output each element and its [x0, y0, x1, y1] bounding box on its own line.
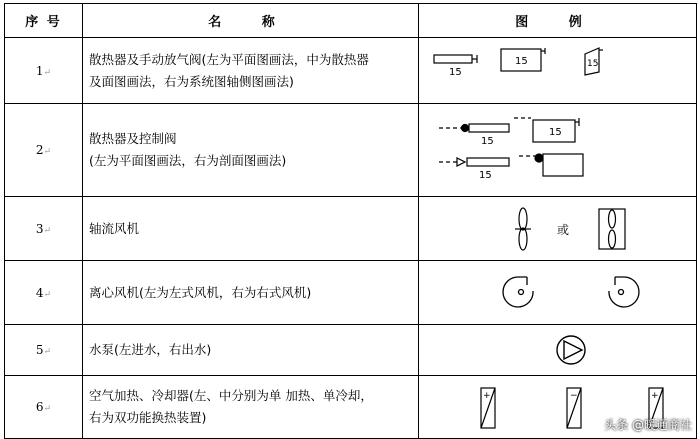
row-figure: [419, 197, 697, 261]
radiator-section-symbol: [543, 154, 583, 176]
row-figure: [419, 38, 697, 104]
table-row: [5, 104, 697, 197]
svg-text:−: −: [570, 391, 578, 401]
legend-table: [4, 3, 697, 439]
row-name: 散热器及控制阀 (左为平面图画法，右为剖面图画法): [83, 104, 419, 197]
row-figure: [419, 104, 697, 197]
row-number: 3↵: [5, 197, 83, 261]
row-figure: [419, 261, 697, 325]
row-name: 离心风机(左为左式风机，右为右式风机): [83, 261, 419, 325]
centrifugal-fan-symbols: [419, 261, 697, 324]
header-figure: 图 例: [419, 4, 697, 38]
row-number: 1↵: [5, 38, 83, 104]
row-name: 轴流风机: [83, 197, 419, 261]
svg-text:15: 15: [587, 59, 599, 69]
axial-fan-duct-icon: [599, 209, 625, 249]
radiator-plan-symbol: [469, 124, 509, 132]
row-number: 4↵: [5, 261, 83, 325]
svg-text:15: 15: [449, 67, 462, 78]
pump-symbols: [419, 325, 697, 375]
watermark: 头条 @暖通商社: [604, 418, 692, 432]
fan-blade-icon: [519, 228, 527, 250]
row-name: 空气加热、冷却器(左、中分别为单 加热、单冷却， 右为双功能换热装置): [83, 376, 419, 439]
table-row: [5, 261, 697, 325]
row-name: 散热器及手动放气阀(左为平面图画法，中为散热器 及面图画法，右为系统图轴侧图画法): [83, 38, 419, 104]
svg-text:15: 15: [481, 136, 494, 147]
svg-text:15: 15: [479, 170, 492, 181]
svg-text:15: 15: [549, 127, 562, 138]
row-figure: [419, 325, 697, 376]
table-row: [5, 197, 697, 261]
svg-text:或: 或: [557, 223, 570, 237]
radiator-plan-symbol: [434, 55, 472, 63]
header-no: 序 号: [5, 4, 83, 38]
svg-text:15: 15: [515, 56, 528, 67]
header-row: [5, 4, 697, 38]
radiator-plan-symbol: [467, 158, 509, 166]
table-row: [5, 376, 697, 439]
radiator-valve-symbols: [419, 38, 697, 103]
table-row: [5, 325, 697, 376]
row-number: 5↵: [5, 325, 83, 376]
svg-text:+: +: [483, 391, 491, 401]
svg-text:+: +: [651, 391, 659, 401]
table-row: [5, 38, 697, 104]
row-number: 2↵: [5, 104, 83, 197]
axial-fan-symbols: [419, 197, 697, 260]
row-number: 6↵: [5, 376, 83, 439]
fan-blade-icon: [519, 208, 527, 230]
radiator-control-valve-symbols: [419, 104, 697, 196]
header-name: 名 称: [83, 4, 419, 38]
row-name: 水泵(左进水，右出水): [83, 325, 419, 376]
